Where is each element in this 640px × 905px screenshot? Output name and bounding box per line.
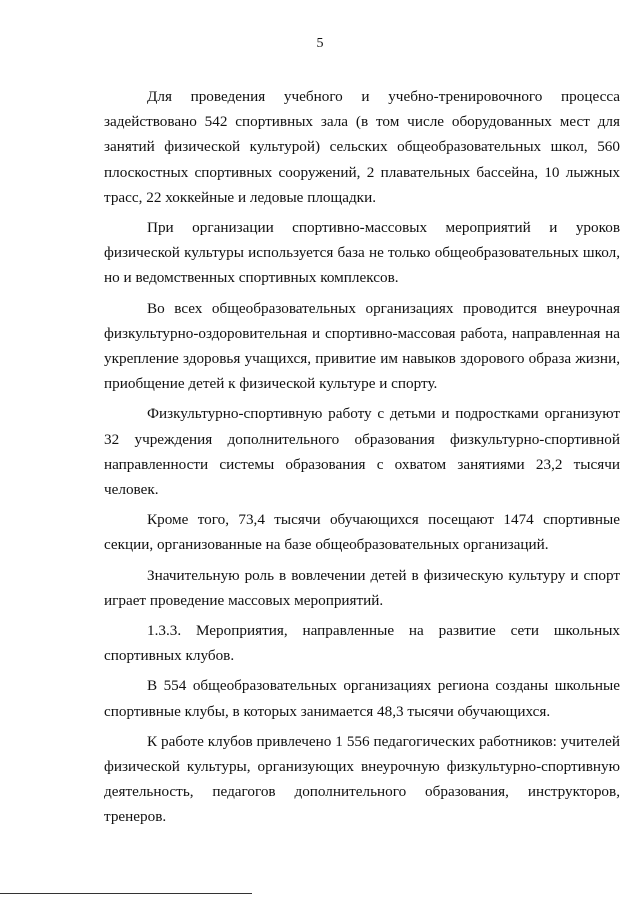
paragraph-additional-education: Физкультурно-спортивную работу с детьми и подростками организуют 32 учреждения дополнительного образования физкультурно-спортивной направленности системы образования с охватом занятиями 23,2 тысячи человек. (104, 405, 620, 499)
paragraph-sports-facilities: Для проведения учебного и учебно-тренировочного процесса задействовано 542 спортивных зала (в том числе оборудованных мест для занятий физической культурой) сельских общеобразовательных школ, 560 плоскостных спортивных сооружений, 2 плавательных бассейна, 10 лыжных трасс, 22 хоккейные и ледовые площадки. (104, 88, 620, 206)
paragraph-club-staff: К работе клубов привлечено 1 556 педагогических работников: учителей физической культуры, организующих внеурочную физкультурно-спортивную деятельность, педагогов дополнительного образования, инструкторов, тренеров. (104, 732, 620, 826)
document-body (104, 84, 620, 835)
paragraph-sports-sections: Кроме того, 73,4 тысячи обучающихся посещают 1474 спортивные секции, организованные на базе общеобразовательных организаций. (104, 511, 620, 554)
paragraph-school-clubs: В 554 общеобразовательных организациях региона созданы школьные спортивные клубы, в которых занимается 48,3 тысячи обучающихся. (104, 677, 620, 720)
paragraph-extracurricular-work: Во всех общеобразовательных организациях проводится внеурочная физкультурно-оздоровительная и спортивно-массовая работа, направленная на укрепление здоровья учащихся, привитие им навыков здорового образа жизни, приобщение детей к физической культуре и спорту. (104, 299, 620, 393)
footer-divider (0, 893, 252, 894)
paragraph-mass-events: Значительную роль в вовлечении детей в физическую культуру и спорт играет проведение массовых мероприятий. (104, 566, 620, 609)
page-number: 5 (316, 36, 324, 51)
section-heading-school-clubs: 1.3.3. Мероприятия, направленные на развитие сети школьных спортивных клубов. (104, 622, 620, 665)
paragraph-event-venues: При организации спортивно-массовых мероприятий и уроков физической культуры используется база не только общеобразовательных школ, но и ведомственных спортивных комплексов. (104, 219, 620, 287)
